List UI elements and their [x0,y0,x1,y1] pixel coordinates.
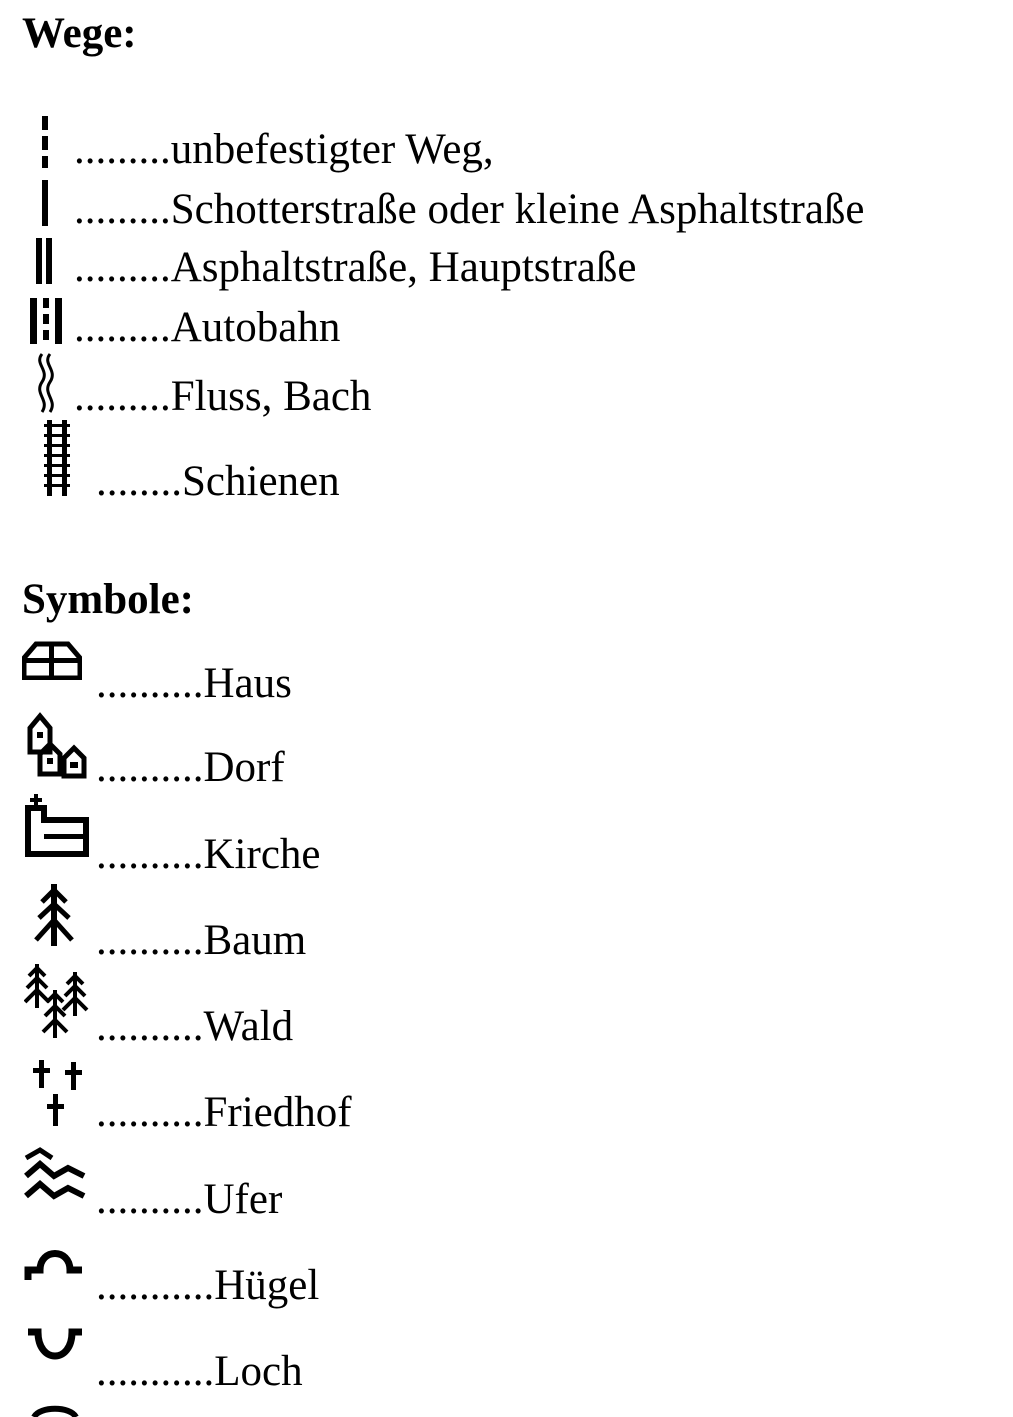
legend-label: Schotterstraße oder kleine Asphaltstraße [170,186,865,233]
legend-row-motorway [74,306,340,349]
legend-dots: ......... [74,304,171,351]
legend-label: Ufer [203,1176,283,1223]
legend-label: Asphaltstraße, Hauptstraße [170,244,637,291]
legend-label: Schienen [182,458,340,505]
legend-row-river [74,375,371,418]
legend-row-paved-road [74,246,636,289]
legend-row-forest [96,1005,293,1048]
legend-dots: ......... [74,126,171,173]
legend-label: Haus [203,660,292,707]
legend-row-hole [96,1350,303,1393]
cropped-arch-icon [30,1402,80,1417]
legend-label: unbefestigter Weg, [170,126,494,173]
forest-icon [24,964,90,1038]
legend-row-village [96,746,285,789]
house-icon [22,640,82,680]
church-icon [24,794,90,858]
legend-dots: ........ [96,458,182,505]
section-heading-wege: Wege: [22,10,137,57]
dirt-path-icon [38,116,52,168]
legend-dots: ........... [96,1348,215,1395]
hill-icon [24,1244,86,1284]
legend-label: Autobahn [170,304,341,351]
legend-row-gravel-road [74,188,865,231]
legend-label: Hügel [214,1262,320,1309]
legend-dots: .......... [96,831,204,878]
legend-label: Dorf [203,744,285,791]
legend-row-church [96,833,321,876]
legend-dots: ......... [74,186,171,233]
legend-label: Friedhof [203,1089,352,1136]
legend-row-cemetery [96,1091,352,1134]
legend-row-shore [96,1178,282,1221]
legend-dots: .......... [96,1003,204,1050]
shore-icon [22,1146,90,1210]
river-icon [32,352,62,414]
legend-dots: .......... [96,744,204,791]
motorway-icon [28,298,64,344]
village-icon [26,712,90,780]
legend-label: Baum [203,917,307,964]
section-heading-symbole: Symbole: [22,576,194,623]
railway-icon [42,420,72,496]
legend-dots: .......... [96,917,204,964]
legend-row-house [96,662,292,705]
legend-row-hill [96,1264,319,1307]
legend-dots: ......... [74,373,171,420]
legend-row-tree [96,919,306,962]
paved-road-icon [34,238,54,284]
legend-row-dirt-path [74,128,494,171]
legend-dots: ........... [96,1262,215,1309]
legend-label: Kirche [203,831,321,878]
legend-dots: .......... [96,1176,204,1223]
legend-dots: .......... [96,660,204,707]
legend-dots: .......... [96,1089,204,1136]
legend-label: Wald [203,1003,294,1050]
legend-label: Loch [214,1348,303,1395]
legend-label: Fluss, Bach [170,373,372,420]
cemetery-icon [30,1058,86,1128]
gravel-road-icon [40,180,50,226]
legend-dots: ......... [74,244,171,291]
tree-icon [34,884,74,946]
legend-row-railway [96,460,340,503]
hole-icon [24,1328,86,1368]
